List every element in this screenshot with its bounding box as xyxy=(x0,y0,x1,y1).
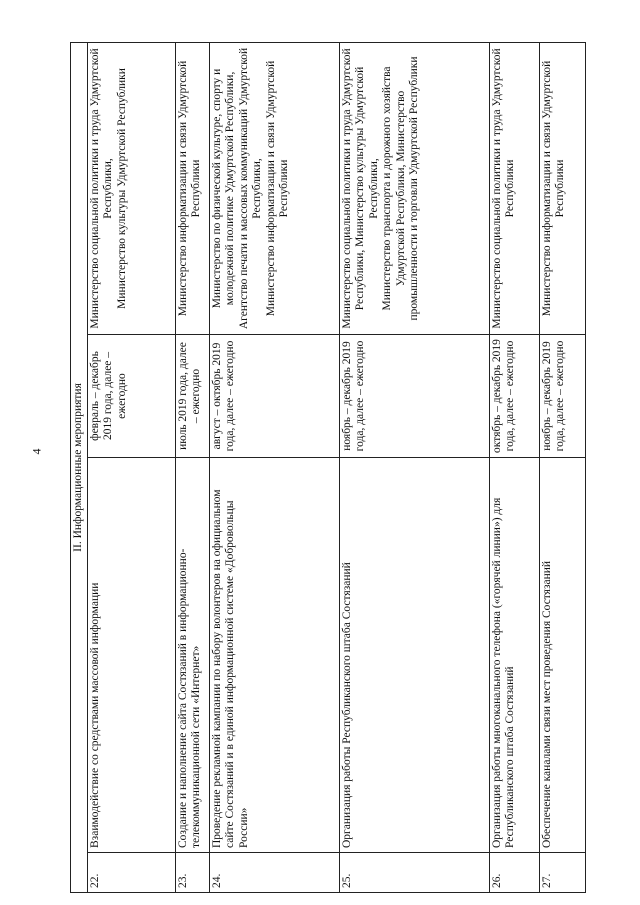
event-cell: Взаимодействие со средствами массовой информации xyxy=(87,458,175,853)
responsible-line: Министерство транспорта и дорожного хозяйства Удмуртской Республики, Министерство промышленности и торговли Удмуртской Республики xyxy=(381,56,421,321)
section-header-row xyxy=(71,42,88,892)
table-row xyxy=(539,42,585,892)
responsible-line: Министерство информатизации и связи Удмуртской Республики xyxy=(264,60,291,317)
table-row xyxy=(339,42,489,892)
responsible-line: Агентство печати и массовых коммуникаций Удмуртской Республики, xyxy=(237,47,264,330)
row-number: 25. xyxy=(339,853,489,893)
table-row xyxy=(87,42,175,892)
period-cell: ноябрь – декабрь 2019 года, далее – ежегодно xyxy=(339,335,489,458)
period-cell: июль 2019 года, далее – ежегодно xyxy=(175,335,209,458)
row-number: 27. xyxy=(539,853,585,893)
section-title: II. Информационные мероприятия xyxy=(71,42,88,892)
period-cell: февраль – декабрь 2019 года, далее – ежегодно xyxy=(87,335,175,458)
table-row xyxy=(489,42,539,892)
table-row xyxy=(209,42,339,892)
events-table xyxy=(70,42,586,893)
event-cell: Создание и наполнение сайта Состязаний в информационно-телекоммуникационной сети «Интернет» xyxy=(175,458,209,853)
responsible-line: Министерство социальной политики и труда Удмуртской Республики, xyxy=(88,48,115,329)
period-cell: ноябрь – декабрь 2019 года, далее – ежегодно xyxy=(539,335,585,458)
page-number: 4 xyxy=(29,448,44,455)
responsible-cell xyxy=(175,42,209,334)
responsible-line: Министерство по физической культуре, спорту и молодежной политике Удмуртской Республики, xyxy=(210,68,237,309)
responsible-cell xyxy=(87,42,175,334)
responsible-line: Министерство социальной политики и труда Удмуртской Республики, Министерство культуры Удмуртской Республики, xyxy=(340,48,380,329)
event-cell: Проведение рекламной кампании по набору волонтеров на официальном сайте Состязаний и в единой информационной системе «Добровольцы России» xyxy=(209,458,339,853)
row-number: 26. xyxy=(489,853,539,893)
period-cell: август – октябрь 2019 года, далее – ежегодно xyxy=(209,335,339,458)
responsible-cell xyxy=(209,42,339,334)
responsible-line: Министерство информатизации и связи Удмуртской Республики xyxy=(540,60,567,317)
row-number: 22. xyxy=(87,853,175,893)
table-row xyxy=(175,42,209,892)
responsible-line: Министерство социальной политики и труда Удмуртской Республики xyxy=(490,48,517,329)
responsible-cell xyxy=(539,42,585,334)
row-number: 24. xyxy=(209,853,339,893)
responsible-cell xyxy=(489,42,539,334)
responsible-line: Министерство информатизации и связи Удмуртской Республики xyxy=(176,60,203,317)
responsible-line: Министерство культуры Удмуртской Республики xyxy=(115,68,128,309)
event-cell: Организация работы Республиканского штаба Состязаний xyxy=(339,458,489,853)
responsible-cell xyxy=(339,42,489,334)
rotated-table-sheet xyxy=(70,43,610,893)
row-number: 23. xyxy=(175,853,209,893)
event-cell: Организация работы многоканального телефона («горячей линии») для Республиканского штаба Состязаний xyxy=(489,458,539,853)
period-cell: октябрь – декабрь 2019 года, далее – ежегодно xyxy=(489,335,539,458)
event-cell: Обеспечение каналами связи мест проведения Состязаний xyxy=(539,458,585,853)
